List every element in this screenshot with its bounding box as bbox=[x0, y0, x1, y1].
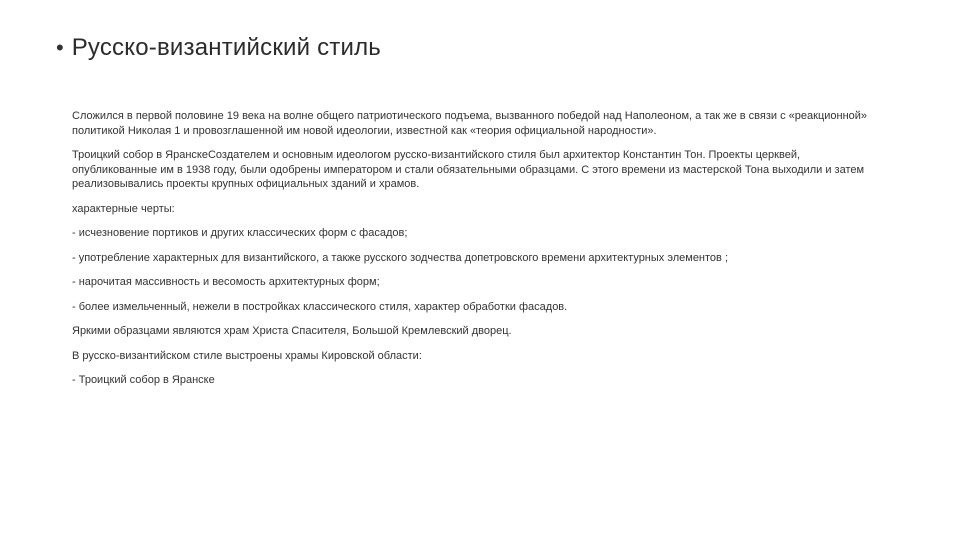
feature-item: - употребление характерных для византийского, а также русского зодчества допетровского времени архитектурных элементов ; bbox=[72, 251, 728, 264]
paragraph-ton: Троицкий собор в ЯранскеСоздателем и основным идеологом русско-византийского стиля был архитектор Константин Тон. Проекты церквей, опубликованные им в 1938 году, были одобрены императором и стали обязательными образцами. С этого времени из мастерской Тона выходили и затем реализовывались проекты крупных официальных зданий и храмов. bbox=[72, 149, 865, 190]
title-bullet: • bbox=[56, 35, 64, 60]
feature-item: - более измельченный, нежели в постройках классического стиля, характер обработки фасадов. bbox=[72, 300, 568, 313]
paragraph-features-heading: характерные черты: bbox=[72, 202, 175, 215]
paragraph-intro: Сложился в первой половине 19 века на волне общего патриотического подъема, вызванного победой над Наполеоном, а так же в связи с «реакционной» политикой Николая 1 и провозглашенной им новой идеологии, известной как «теория официальной народности». bbox=[72, 110, 868, 137]
slide-title: Русско-византийский стиль bbox=[71, 34, 382, 61]
feature-item: - нарочитая массивность и весомость архитектурных форм; bbox=[72, 276, 380, 288]
feature-item: - исчезновение портиков и других классических форм с фасадов; bbox=[72, 227, 408, 239]
paragraph-examples: Яркими образцами являются храм Христа Спасителя, Большой Кремлевский дворец. bbox=[72, 325, 512, 337]
kirov-item: - Троицкий собор в Яранске bbox=[72, 374, 215, 386]
paragraph-kirov: В русско-византийском стиле выстроены храмы Кировской области: bbox=[72, 349, 422, 362]
title-row bbox=[56, 34, 381, 62]
slide-body bbox=[72, 109, 876, 398]
